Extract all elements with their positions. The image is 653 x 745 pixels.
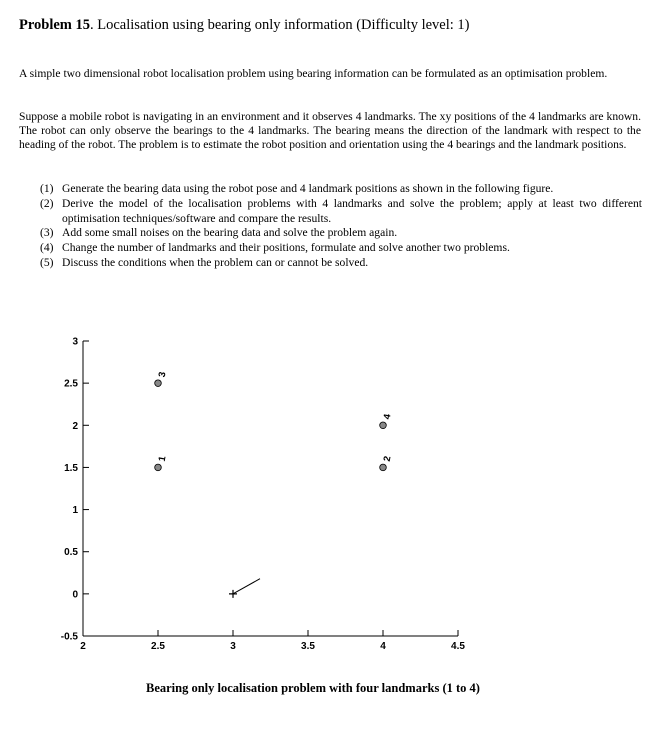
- landmark-point: [380, 422, 387, 429]
- problem-label: Problem 15: [19, 17, 91, 33]
- task-number: (3): [40, 226, 54, 240]
- task-text: Derive the model of the localisation problems with 4 landmarks and solve the problem; apply at least two different optimisation techniques/software and compare the results.: [62, 196, 642, 225]
- landmark-label: 2: [381, 455, 394, 463]
- task-number: (5): [40, 255, 54, 269]
- y-tick-label: 0.5: [64, 547, 78, 559]
- landmark-label: 4: [381, 413, 394, 421]
- x-tick-label: 4.5: [451, 641, 465, 652]
- description-paragraph: Suppose a mobile robot is navigating in an environment and it observes 4 landmarks. The xy positions of the 4 landmarks are known. The robot can only observe the bearings to the 4 landmarks. The bearing means the direction of the landmark with respect to the heading of the robot. The problem is to estimate the robot position and orientation using the 4 bearings and the landmark positions.: [19, 110, 641, 152]
- x-tick-label: 2.5: [151, 641, 165, 652]
- robot-heading-line: [233, 579, 260, 594]
- task-text: Discuss the conditions when the problem can or cannot be solved.: [62, 255, 369, 269]
- y-tick-label: 0: [72, 589, 78, 601]
- task-text: Change the number of landmarks and their positions, formulate and solve another two problems.: [62, 241, 510, 255]
- y-tick-label: 2.5: [64, 378, 78, 390]
- x-tick-label: 2: [80, 641, 86, 652]
- y-tick-label: -0.5: [60, 631, 78, 643]
- task-text: Generate the bearing data using the robot pose and 4 landmark positions as shown in the following figure.: [62, 182, 554, 195]
- problem-title-text: . Localisation using bearing only information (Difficulty level: 1): [90, 17, 470, 33]
- landmark-point: [380, 464, 387, 471]
- task-text: Add some small noises on the bearing data and solve the problem again.: [62, 226, 398, 240]
- y-tick-label: 1: [72, 505, 78, 517]
- y-tick-label: 3: [72, 336, 78, 348]
- landmark-label: 1: [156, 455, 169, 463]
- task-number: (1): [40, 182, 54, 195]
- y-tick-label: 1.5: [64, 462, 78, 474]
- robot-position-marker: [229, 590, 237, 598]
- y-tick-label: 2: [72, 420, 78, 432]
- intro-paragraph: A simple two dimensional robot localisation problem using bearing information can be formulated as an optimisation problem.: [19, 67, 608, 80]
- x-tick-label: 4: [380, 641, 386, 652]
- landmark-point: [155, 464, 162, 471]
- landmark-point: [155, 380, 162, 387]
- task-number: (4): [40, 241, 54, 255]
- task-number: (2): [40, 196, 54, 210]
- x-tick-label: 3: [230, 641, 236, 652]
- landmark-label: 3: [156, 371, 169, 379]
- x-tick-label: 3.5: [301, 641, 315, 652]
- figure-caption: Bearing only localisation problem with four landmarks (1 to 4): [146, 681, 480, 695]
